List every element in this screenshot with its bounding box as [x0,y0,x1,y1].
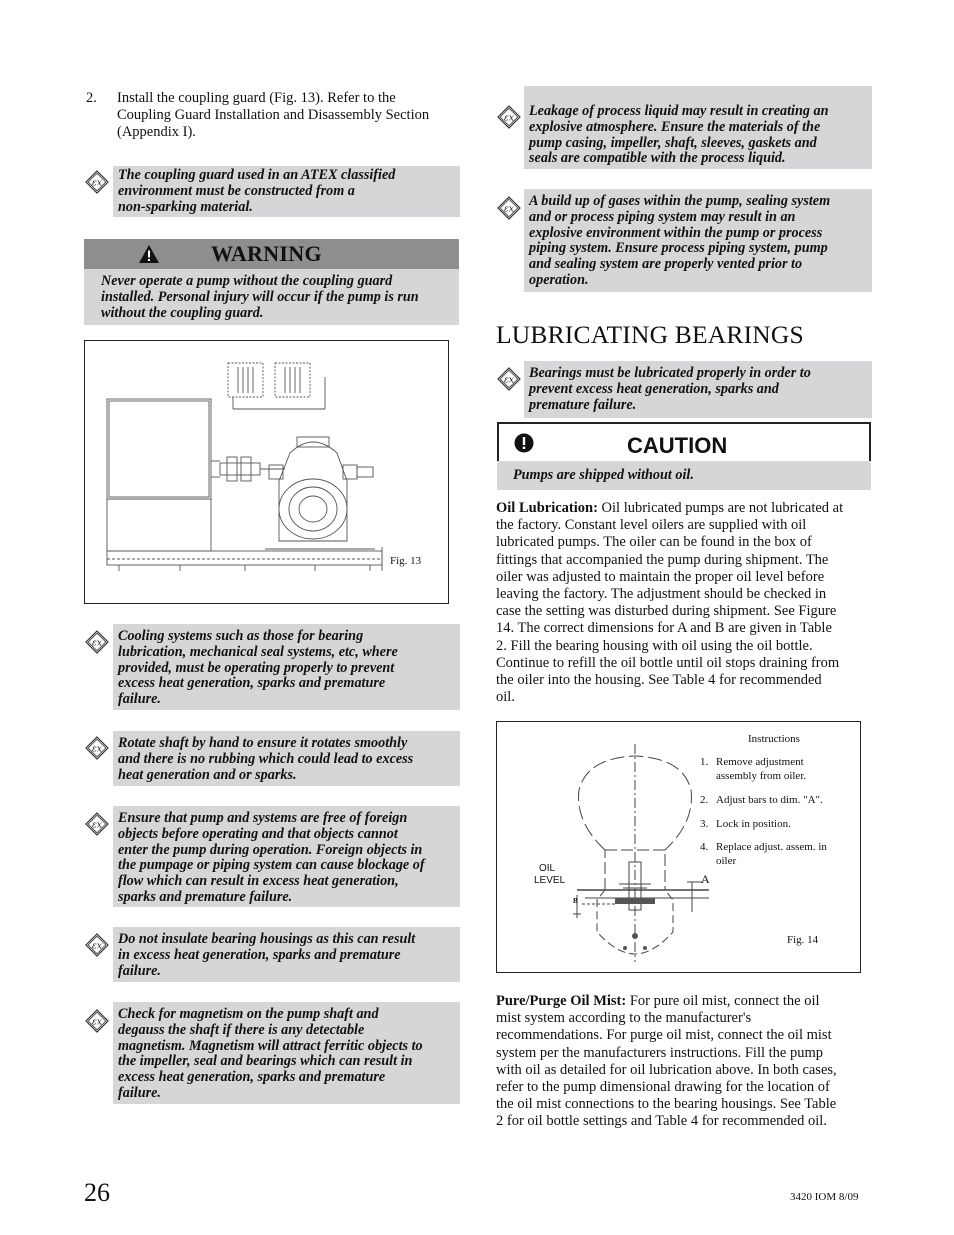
oil-lubrication-line: 14. The correct dimensions for A and B are given in Table [496,620,832,637]
warning-triangle-icon [138,244,160,264]
note-line: and sealing system are properly vented prior to [529,256,803,273]
caution-header [497,422,871,463]
pure-purge-line: recommendations. For purge oil mist, connect the oil mist [496,1027,832,1044]
note-line: Ensure that pump and systems are free of foreign [118,810,408,826]
warning-line: without the coupling guard. [101,304,264,321]
oil-lubrication-line: oiler was adjusted to maintain the proper oil level before [496,568,825,585]
note-line: enter the pump during operation. Foreign objects in [118,841,423,858]
instruction-step [700,755,806,783]
atex-ex-icon [85,933,109,957]
pure-purge-line: For pure oil mist, connect the oil [626,993,820,1009]
note-line: the impeller, seal and bearings which can result in [118,1053,413,1070]
note-line: excess heat generation, sparks and premature [118,675,386,692]
note-line: objects before operating and that objects cannot [118,825,398,842]
atex-ex-icon [497,196,521,220]
document-reference: 3420 IOM 8/09 [790,1191,859,1203]
fig-13-label: Fig. 13 [390,555,422,567]
step-2-line: Coupling Guard Installation and Disassembly Section [117,107,430,124]
note-line: A build up of gases within the pump, sealing system [529,193,831,209]
note-line: piping system. Ensure process piping system, pump [529,240,828,257]
instruction-step [700,840,827,868]
oil-lubrication-line: the oiler into the housing. See Table 4 for recommended [496,672,822,689]
note-line: Check for magnetism on the pump shaft and [118,1006,379,1022]
warning-line: installed. Personal injury will occur if the pump is run [101,288,419,305]
atex-coupling-note [113,166,460,217]
warning-header [84,239,459,269]
warning-body [84,269,459,325]
step-number: 2. [700,794,709,806]
note-line: lubrication, mechanical seal systems, etc, where [118,643,398,660]
note-line: explosive atmosphere. Ensure the materials of the [529,118,821,135]
note-line: operation. [529,271,589,288]
warning-title: WARNING [211,241,322,266]
note-line: magnetism. Magnetism will attract ferritic objects to [118,1037,423,1054]
pure-purge-line: the oil mist connections to the bearing housings. See Table [496,1096,837,1113]
step-2-line: Install the coupling guard (Fig. 13). Refer to the [117,90,396,106]
atex-ex-icon [85,170,109,194]
caution-title: CAUTION [627,433,728,458]
note-line: degauss the shaft if there is any detectable [118,1021,365,1038]
note-line: the pumpage or piping system can cause blockage of [118,857,425,874]
step-2-text [117,90,462,142]
atex-ex-icon [497,367,521,391]
fig-14-label: Fig. 14 [787,934,819,946]
oil-level-label-1: OIL [539,863,556,874]
dim-a-label: A [701,872,710,886]
note-line: The coupling guard used in an ATEX classified [118,167,396,183]
step-line: Lock in position. [716,818,791,830]
note-line: environment must be constructed from a [118,182,355,199]
atex-leakage-note [524,86,872,169]
instruction-step [700,817,791,831]
step-number: 3. [700,818,709,830]
step-2-number: 2. [86,90,97,106]
note-line: provided, must be operating properly to prevent [118,659,395,676]
oil-lubrication-paragraph [496,500,874,706]
note-line: Do not insulate bearing housings as this can result [118,931,416,947]
note-line: failure. [118,691,161,708]
pure-purge-line: refer to the pump dimensional drawing for the location of [496,1079,830,1096]
atex-ex-icon [85,736,109,760]
step-line: oiler [716,855,737,867]
pure-purge-line: mist system according to the manufacturer's [496,1010,752,1027]
note-line: Bearings must be lubricated properly in order to [529,365,811,381]
oil-lubrication-line: lubricated pumps. The oiler can be found in the box of [496,534,812,551]
note-line: Leakage of process liquid may result in creating an [529,103,829,119]
section-title: LUBRICATING BEARINGS [496,320,804,349]
step-number: 4. [700,841,709,853]
atex-ex-icon [497,105,521,129]
oil-lubrication-line: leaving the factory. The adjustment should be checked in [496,586,827,603]
note-line: flow which can result in excess heat generation, [118,873,399,890]
step-number: 1. [700,756,709,768]
pure-purge-line: system per the manufacturers instructions. Fill the pump [496,1044,823,1061]
instruction-step [700,793,823,807]
atex-ex-icon [85,1009,109,1033]
oil-lubrication-line: case the setting was disturbed during shipment. See Figure [496,603,837,620]
note-line: Cooling systems such as those for bearing [118,628,364,644]
atex-ex-icon [85,812,109,836]
note-line: excess heat generation, sparks and premature [118,1069,386,1086]
note-line: Rotate shaft by hand to ensure it rotates smoothly [118,735,408,751]
oil-lubrication-heading: Oil Lubrication: [496,500,598,516]
caution-body [497,461,871,490]
note-line: failure. [118,1084,161,1101]
atex-gas-buildup-note [524,189,872,292]
page-number: 26 [84,1178,110,1207]
note-line: premature failure. [529,396,637,413]
atex-bearing-note [524,361,872,418]
caution-exclamation-icon [514,433,534,453]
oil-lubrication-line: fittings that accompanied the pump during shipment. The [496,551,829,568]
atex-magnetism-note [113,1002,460,1104]
oil-level-label-2: LEVEL [534,875,566,886]
atex-foreign-objects-note [113,806,460,907]
pure-purge-paragraph [496,993,874,1131]
note-line: heat generation and or sparks. [118,766,297,783]
oil-lubrication-line: Continue to refill the oil bottle until oil stops draining from [496,654,840,671]
atex-cooling-note [113,624,460,710]
caution-text: Pumps are shipped without oil. [513,467,694,483]
step-2-line: (Appendix I). [117,124,196,141]
figure-13-frame [84,340,449,604]
warning-line: Never operate a pump without the coupling guard [101,273,393,289]
note-line: explosive environment within the pump or process [529,224,823,241]
oil-lubrication-line: Oil lubricated pumps are not lubricated at [597,500,844,516]
note-line: pump casing, impeller, shaft, sleeves, gaskets and [529,134,817,151]
figure-14-frame [496,721,861,973]
atex-ex-icon [85,630,109,654]
step-line: Replace adjust. assem. in [716,841,827,853]
note-line: and there is no rubbing which could lead to excess [118,750,414,767]
pure-purge-heading: Pure/Purge Oil Mist: [496,993,627,1009]
pure-purge-line: with oil as detailed for oil lubrication above. In both cases, [496,1061,837,1078]
note-line: prevent excess heat generation, sparks and [529,380,779,397]
oil-lubrication-line: 2. Fill the bearing housing with oil using the oil bottle. [496,637,813,654]
note-line: non-sparking material. [118,198,253,215]
step-line: Remove adjustment [716,756,804,768]
note-line: in excess heat generation, sparks and premature [118,946,401,963]
step-line: assembly from oiler. [716,770,807,782]
note-line: seals are compatible with the process liquid. [529,150,786,167]
oil-lubrication-line: oil. [496,689,515,706]
pure-purge-line: 2 for oil bottle settings and Table 4 for recommended oil. [496,1113,827,1130]
dim-b-label: B [573,897,578,905]
oil-lubrication-line: the factory. Constant level oilers are supplied with oil [496,517,807,534]
step-line: Adjust bars to dim. "A". [716,794,823,806]
atex-rotate-note [113,731,460,786]
instructions-title: Instructions [748,733,800,745]
note-line: sparks and premature failure. [118,888,293,905]
note-line: and or process piping system may result in an [529,208,796,225]
note-line: failure. [118,962,161,979]
atex-insulate-note [113,927,460,982]
